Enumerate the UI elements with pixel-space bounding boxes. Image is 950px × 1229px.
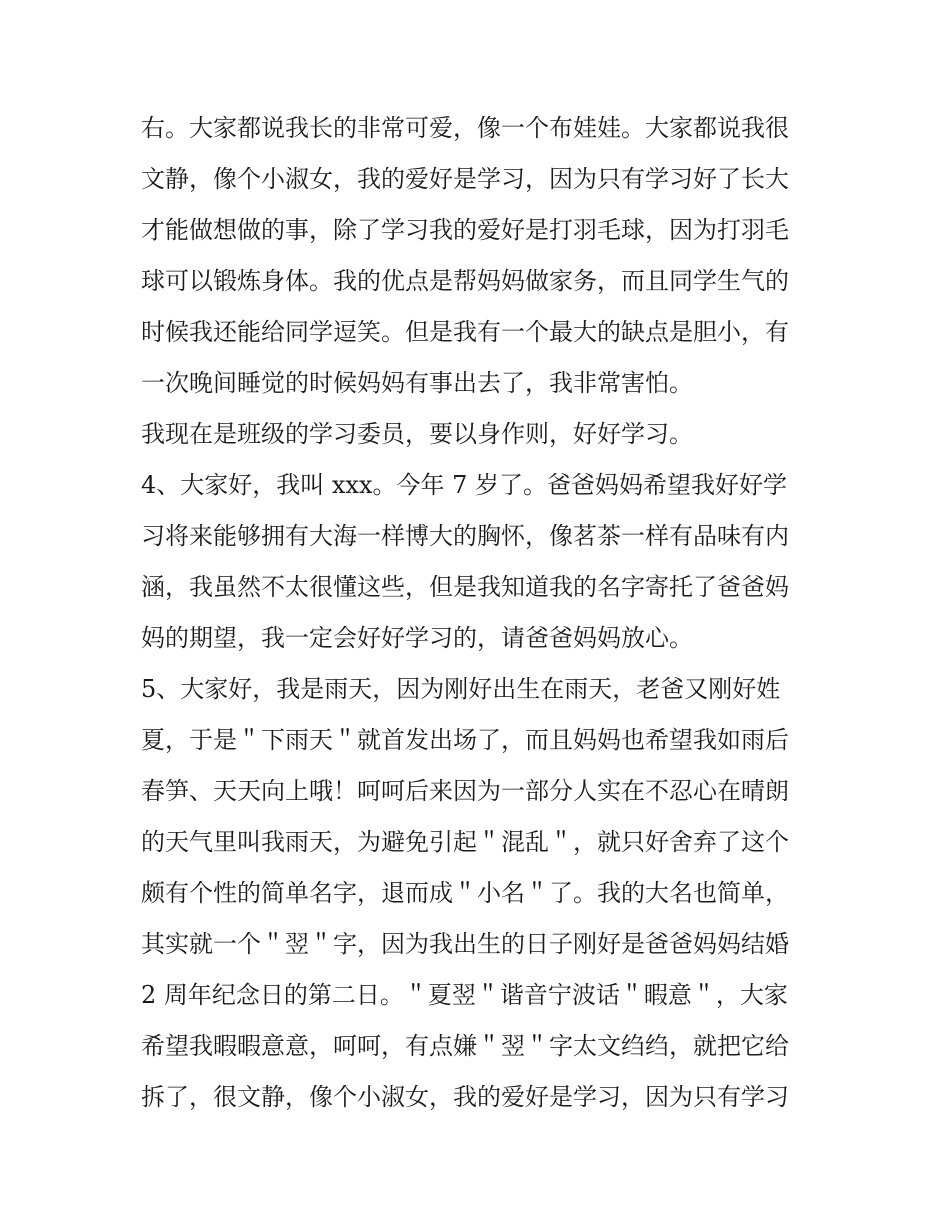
text-line: 5、大家好，我是雨天，因为刚好出生在雨天，老爸又刚好姓 <box>141 675 781 703</box>
text-line: 习将来能够拥有大海一样博大的胸怀，像茗茶一样有品味有内 <box>141 522 789 550</box>
text-line: 的天气里叫我雨天，为避免引起＂混乱＂，就只好舍弃了这个 <box>141 828 789 856</box>
text-line: 时候我还能给同学逗笑。但是我有一个最大的缺点是胆小，有 <box>141 318 789 346</box>
text-line: 颇有个性的简单名字，退而成＂小名＂了。我的大名也简单， <box>141 879 789 907</box>
text-line: 4、大家好，我叫 xxx。今年 7 岁了。爸爸妈妈希望我好好学 <box>141 471 788 499</box>
text-line: 妈的期望，我一定会好好学习的，请爸爸妈妈放心。 <box>141 624 693 652</box>
text-line: 我现在是班级的学习委员，要以身作则，好好学习。 <box>141 420 693 448</box>
text-line: 才能做想做的事，除了学习我的爱好是打羽毛球，因为打羽毛 <box>141 216 789 244</box>
text-line: 其实就一个＂翌＂字，因为我出生的日子刚好是爸爸妈妈结婚 <box>141 930 789 958</box>
text-line: 球可以锻炼身体。我的优点是帮妈妈做家务，而且同学生气的 <box>141 267 789 295</box>
text-line: 春笋、天天向上哦！呵呵后来因为一部分人实在不忍心在晴朗 <box>141 777 789 805</box>
text-line: 2 周年纪念日的第二日。＂夏翌＂谐音宁波话＂暇意＂，大家 <box>141 981 788 1009</box>
text-line: 夏，于是＂下雨天＂就首发出场了，而且妈妈也希望我如雨后 <box>141 726 789 754</box>
text-line: 希望我暇暇意意，呵呵，有点嫌＂翌＂字太文绉绉，就把它给 <box>141 1032 789 1060</box>
text-line: 右。大家都说我长的非常可爱，像一个布娃娃。大家都说我很 <box>141 114 789 142</box>
text-line: 文静，像个小淑女，我的爱好是学习，因为只有学习好了长大 <box>141 165 789 193</box>
text-line: 涵，我虽然不太很懂这些，但是我知道我的名字寄托了爸爸妈 <box>141 573 789 601</box>
text-line: 拆了，很文静，像个小淑女，我的爱好是学习，因为只有学习 <box>141 1083 789 1111</box>
text-line: 一次晚间睡觉的时候妈妈有事出去了，我非常害怕。 <box>141 369 693 397</box>
